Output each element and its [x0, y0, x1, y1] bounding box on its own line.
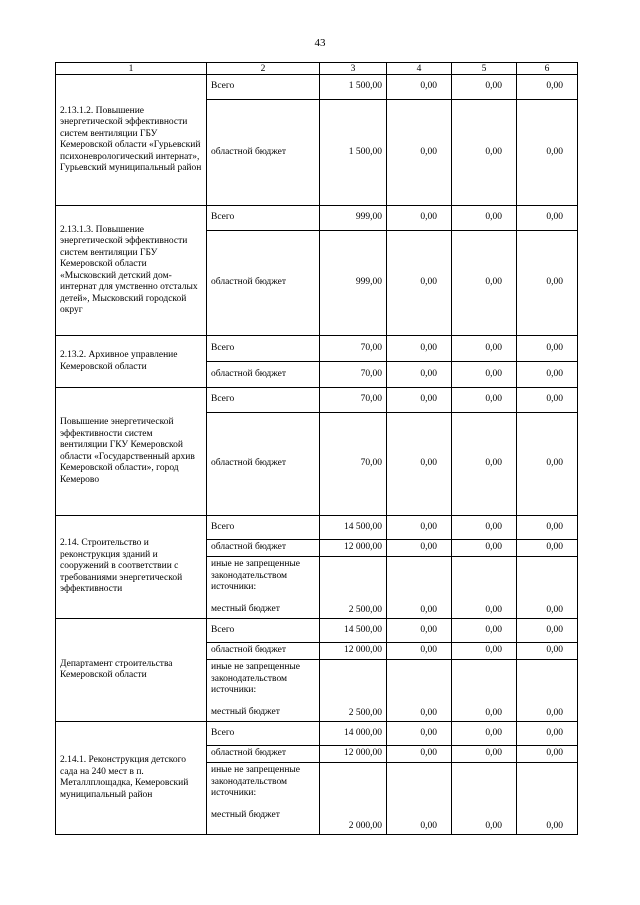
amount-cell: 14 000,00: [320, 722, 387, 746]
zero-cell: 0,00: [452, 100, 517, 206]
funding-source: [207, 763, 320, 835]
zero-cell: 0,00: [517, 388, 578, 413]
zero-cell: 0,00: [517, 540, 578, 557]
funding-source: Всего: [207, 722, 320, 746]
zero-cell: 0,00: [452, 362, 517, 388]
zero-cell: 0,00: [387, 336, 452, 362]
zero-cell: 0,00: [387, 619, 452, 643]
zero-cell: 0,00: [387, 75, 452, 100]
funding-source: Всего: [207, 75, 320, 100]
table-row: [56, 619, 578, 643]
zero-cell: 0,00: [452, 746, 517, 763]
funding-source-label: местный бюджет: [211, 706, 280, 717]
funding-source: областной бюджет: [207, 362, 320, 388]
measure-description: 2.14.1. Реконструкция детского сада на 240 мест в п. Металлплощадка, Кемеровский муниципальный район: [56, 722, 207, 835]
zero-cell: 0,00: [387, 540, 452, 557]
budget-table: [55, 62, 578, 835]
funding-source-note: иные не запрещенные законодательством источники:: [211, 662, 301, 695]
amount-cell: 70,00: [320, 388, 387, 413]
column-header: 2: [207, 63, 320, 75]
funding-source: областной бюджет: [207, 643, 320, 660]
measure-description: 2.13.2. Архивное управление Кемеровской области: [56, 336, 207, 388]
table-row: [56, 388, 578, 413]
amount-cell: 70,00: [320, 336, 387, 362]
amount-cell: 12 000,00: [320, 540, 387, 557]
amount-cell: 999,00: [320, 206, 387, 231]
funding-source: областной бюджет: [207, 746, 320, 763]
zero-cell: 0,00: [517, 100, 578, 206]
funding-source: [207, 557, 320, 619]
zero-cell: 0,00: [452, 413, 517, 516]
measure-description: 2.13.1.3. Повышение энергетической эффективности систем вентиляции ГБУ Кемеровской области «Мысковский детский дом-интернат для умственно отсталых детей», Мысковский городской округ: [56, 206, 207, 336]
funding-source: областной бюджет: [207, 100, 320, 206]
zero-cell: 0,00: [387, 557, 452, 619]
column-header: 6: [517, 63, 578, 75]
amount-cell: 2 500,00: [320, 557, 387, 619]
zero-cell: 0,00: [452, 557, 517, 619]
header-row: [56, 63, 578, 75]
zero-cell: 0,00: [517, 231, 578, 336]
zero-cell: 0,00: [452, 516, 517, 540]
amount-cell: 70,00: [320, 362, 387, 388]
zero-cell: 0,00: [387, 746, 452, 763]
amount-cell: 12 000,00: [320, 643, 387, 660]
zero-cell: 0,00: [517, 413, 578, 516]
zero-cell: 0,00: [387, 231, 452, 336]
funding-source: областной бюджет: [207, 231, 320, 336]
zero-cell: 0,00: [452, 763, 517, 835]
amount-cell: 70,00: [320, 413, 387, 516]
zero-cell: 0,00: [452, 231, 517, 336]
funding-source: Всего: [207, 388, 320, 413]
zero-cell: 0,00: [517, 722, 578, 746]
column-header: 3: [320, 63, 387, 75]
measure-description: Департамент строительства Кемеровской области: [56, 619, 207, 722]
zero-cell: 0,00: [517, 516, 578, 540]
amount-cell: 14 500,00: [320, 516, 387, 540]
zero-cell: 0,00: [452, 722, 517, 746]
column-header: 4: [387, 63, 452, 75]
table-row: [56, 75, 578, 100]
zero-cell: 0,00: [387, 516, 452, 540]
amount-cell: 1 500,00: [320, 100, 387, 206]
zero-cell: 0,00: [517, 206, 578, 231]
funding-source-label: местный бюджет: [211, 809, 280, 820]
zero-cell: 0,00: [517, 643, 578, 660]
measure-description: 2.13.1.2. Повышение энергетической эффективности систем вентиляции ГБУ Кемеровской области «Гурьевский психоневрологический интернат», Гурьевский муниципальный район: [56, 75, 207, 206]
zero-cell: 0,00: [517, 336, 578, 362]
funding-source: Всего: [207, 336, 320, 362]
zero-cell: 0,00: [387, 763, 452, 835]
funding-source-label: местный бюджет: [211, 603, 280, 614]
funding-source: Всего: [207, 516, 320, 540]
zero-cell: 0,00: [387, 362, 452, 388]
funding-source: [207, 660, 320, 722]
table-row: [56, 336, 578, 362]
zero-cell: 0,00: [517, 557, 578, 619]
column-header: 5: [452, 63, 517, 75]
zero-cell: 0,00: [452, 643, 517, 660]
amount-cell: 2 000,00: [320, 763, 387, 835]
amount-cell: 1 500,00: [320, 75, 387, 100]
measure-description: 2.14. Строительство и реконструкция зданий и сооружений в соответствии с требованиями энергетической эффективности: [56, 516, 207, 619]
zero-cell: 0,00: [452, 336, 517, 362]
measure-description: Повышение энергетической эффективности систем вентиляции ГКУ Кемеровской области «Государственный архив Кемеровской области», город Кемерово: [56, 388, 207, 516]
zero-cell: 0,00: [452, 660, 517, 722]
zero-cell: 0,00: [517, 619, 578, 643]
zero-cell: 0,00: [517, 75, 578, 100]
zero-cell: 0,00: [517, 746, 578, 763]
zero-cell: 0,00: [387, 643, 452, 660]
funding-source: областной бюджет: [207, 540, 320, 557]
zero-cell: 0,00: [387, 722, 452, 746]
funding-source: Всего: [207, 619, 320, 643]
amount-cell: 12 000,00: [320, 746, 387, 763]
table-row: [56, 516, 578, 540]
zero-cell: 0,00: [387, 660, 452, 722]
zero-cell: 0,00: [387, 413, 452, 516]
funding-source: Всего: [207, 206, 320, 231]
zero-cell: 0,00: [452, 540, 517, 557]
funding-source: областной бюджет: [207, 413, 320, 516]
amount-cell: 999,00: [320, 231, 387, 336]
zero-cell: 0,00: [452, 75, 517, 100]
table-row: [56, 206, 578, 231]
page-number: 43: [314, 37, 326, 49]
column-header: 1: [56, 63, 207, 75]
funding-source-note: иные не запрещенные законодательством источники:: [211, 765, 301, 798]
zero-cell: 0,00: [517, 763, 578, 835]
zero-cell: 0,00: [387, 100, 452, 206]
zero-cell: 0,00: [517, 660, 578, 722]
amount-cell: 14 500,00: [320, 619, 387, 643]
zero-cell: 0,00: [452, 388, 517, 413]
zero-cell: 0,00: [452, 206, 517, 231]
zero-cell: 0,00: [517, 362, 578, 388]
zero-cell: 0,00: [452, 619, 517, 643]
funding-source-note: иные не запрещенные законодательством источники:: [211, 559, 301, 592]
table-row: [56, 722, 578, 746]
zero-cell: 0,00: [387, 388, 452, 413]
amount-cell: 2 500,00: [320, 660, 387, 722]
zero-cell: 0,00: [387, 206, 452, 231]
